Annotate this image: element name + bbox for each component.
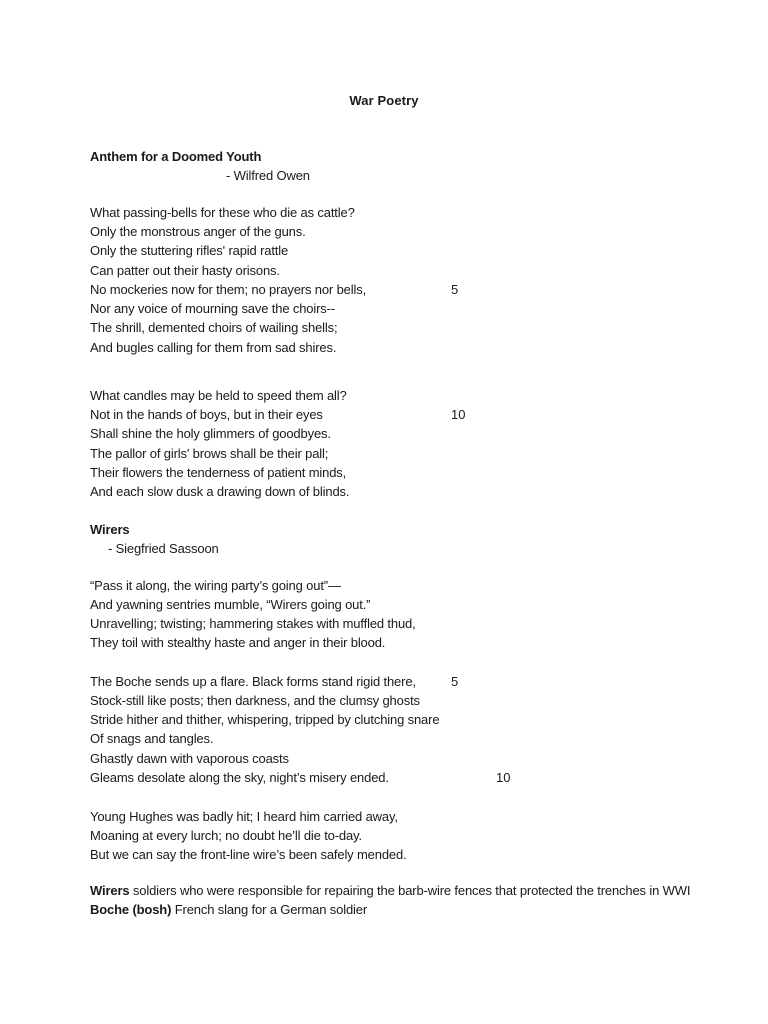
poem-author: - Siegfried Sassoon [108, 541, 219, 556]
poem-line: Moaning at every lurch; no doubt he’ll die to-day. [90, 828, 362, 843]
poem-line: Not in the hands of boys, but in their eyes [90, 407, 323, 422]
poem-line: Stock-still like posts; then darkness, and the clumsy ghosts [90, 693, 420, 708]
poem-line: Their flowers the tenderness of patient minds, [90, 465, 347, 480]
glossary-term: Wirers [90, 883, 130, 898]
poem-line: The pallor of girls' brows shall be their pall; [90, 446, 329, 461]
poem-title: Anthem for a Doomed Youth [90, 149, 262, 164]
glossary-entry [90, 883, 690, 899]
poem-line: And bugles calling for them from sad shires. [90, 340, 337, 355]
line-number: 10 [496, 770, 511, 785]
poem-line: Only the monstrous anger of the guns. [90, 224, 306, 239]
poem-line: What candles may be held to speed them all? [90, 388, 347, 403]
glossary-term: Boche (bosh) [90, 902, 172, 917]
poem-line: The shrill, demented choirs of wailing shells; [90, 320, 338, 335]
poem-line: And each slow dusk a drawing down of blinds. [90, 484, 350, 499]
poem-line: Young Hughes was badly hit; I heard him carried away, [90, 809, 398, 824]
poem-line: They toil with stealthy haste and anger in their blood. [90, 635, 386, 650]
poem-line: The Boche sends up a flare. Black forms stand rigid there, [90, 674, 416, 689]
poem-line: Gleams desolate along the sky, night’s misery ended. [90, 770, 389, 785]
line-number: 5 [451, 282, 459, 297]
line-number: 10 [451, 407, 466, 422]
poem-line: But we can say the front-line wire’s been safely mended. [90, 847, 407, 862]
poem-title: Wirers [90, 522, 130, 537]
poem-author: - Wilfred Owen [226, 168, 310, 183]
line-number: 5 [451, 674, 459, 689]
document-title: War Poetry [349, 93, 419, 108]
poem-line: Of snags and tangles. [90, 731, 214, 746]
poem-line: What passing-bells for these who die as cattle? [90, 205, 355, 220]
poem-line: And yawning sentries mumble, “Wirers going out.” [90, 597, 371, 612]
poem-line: Ghastly dawn with vaporous coasts [90, 751, 289, 766]
poem-line: Only the stuttering rifles' rapid rattle [90, 243, 289, 258]
poem-line: No mockeries now for them; no prayers nor bells, [90, 282, 367, 297]
glossary-entry [90, 902, 367, 918]
poem-line: Can patter out their hasty orisons. [90, 263, 280, 278]
poem-line: Shall shine the holy glimmers of goodbyes. [90, 426, 331, 441]
glossary-definition: soldiers who were responsible for repairing the barb-wire fences that protected the trenches in WWI [129, 883, 691, 898]
poem-line: Nor any voice of mourning save the choirs-- [90, 301, 335, 316]
poem-line: Stride hither and thither, whispering, tripped by clutching snare [90, 712, 440, 727]
poem-line: Unravelling; twisting; hammering stakes with muffled thud, [90, 616, 416, 631]
poem-line: “Pass it along, the wiring party’s going out”— [90, 578, 341, 593]
glossary-definition: French slang for a German soldier [171, 902, 368, 917]
